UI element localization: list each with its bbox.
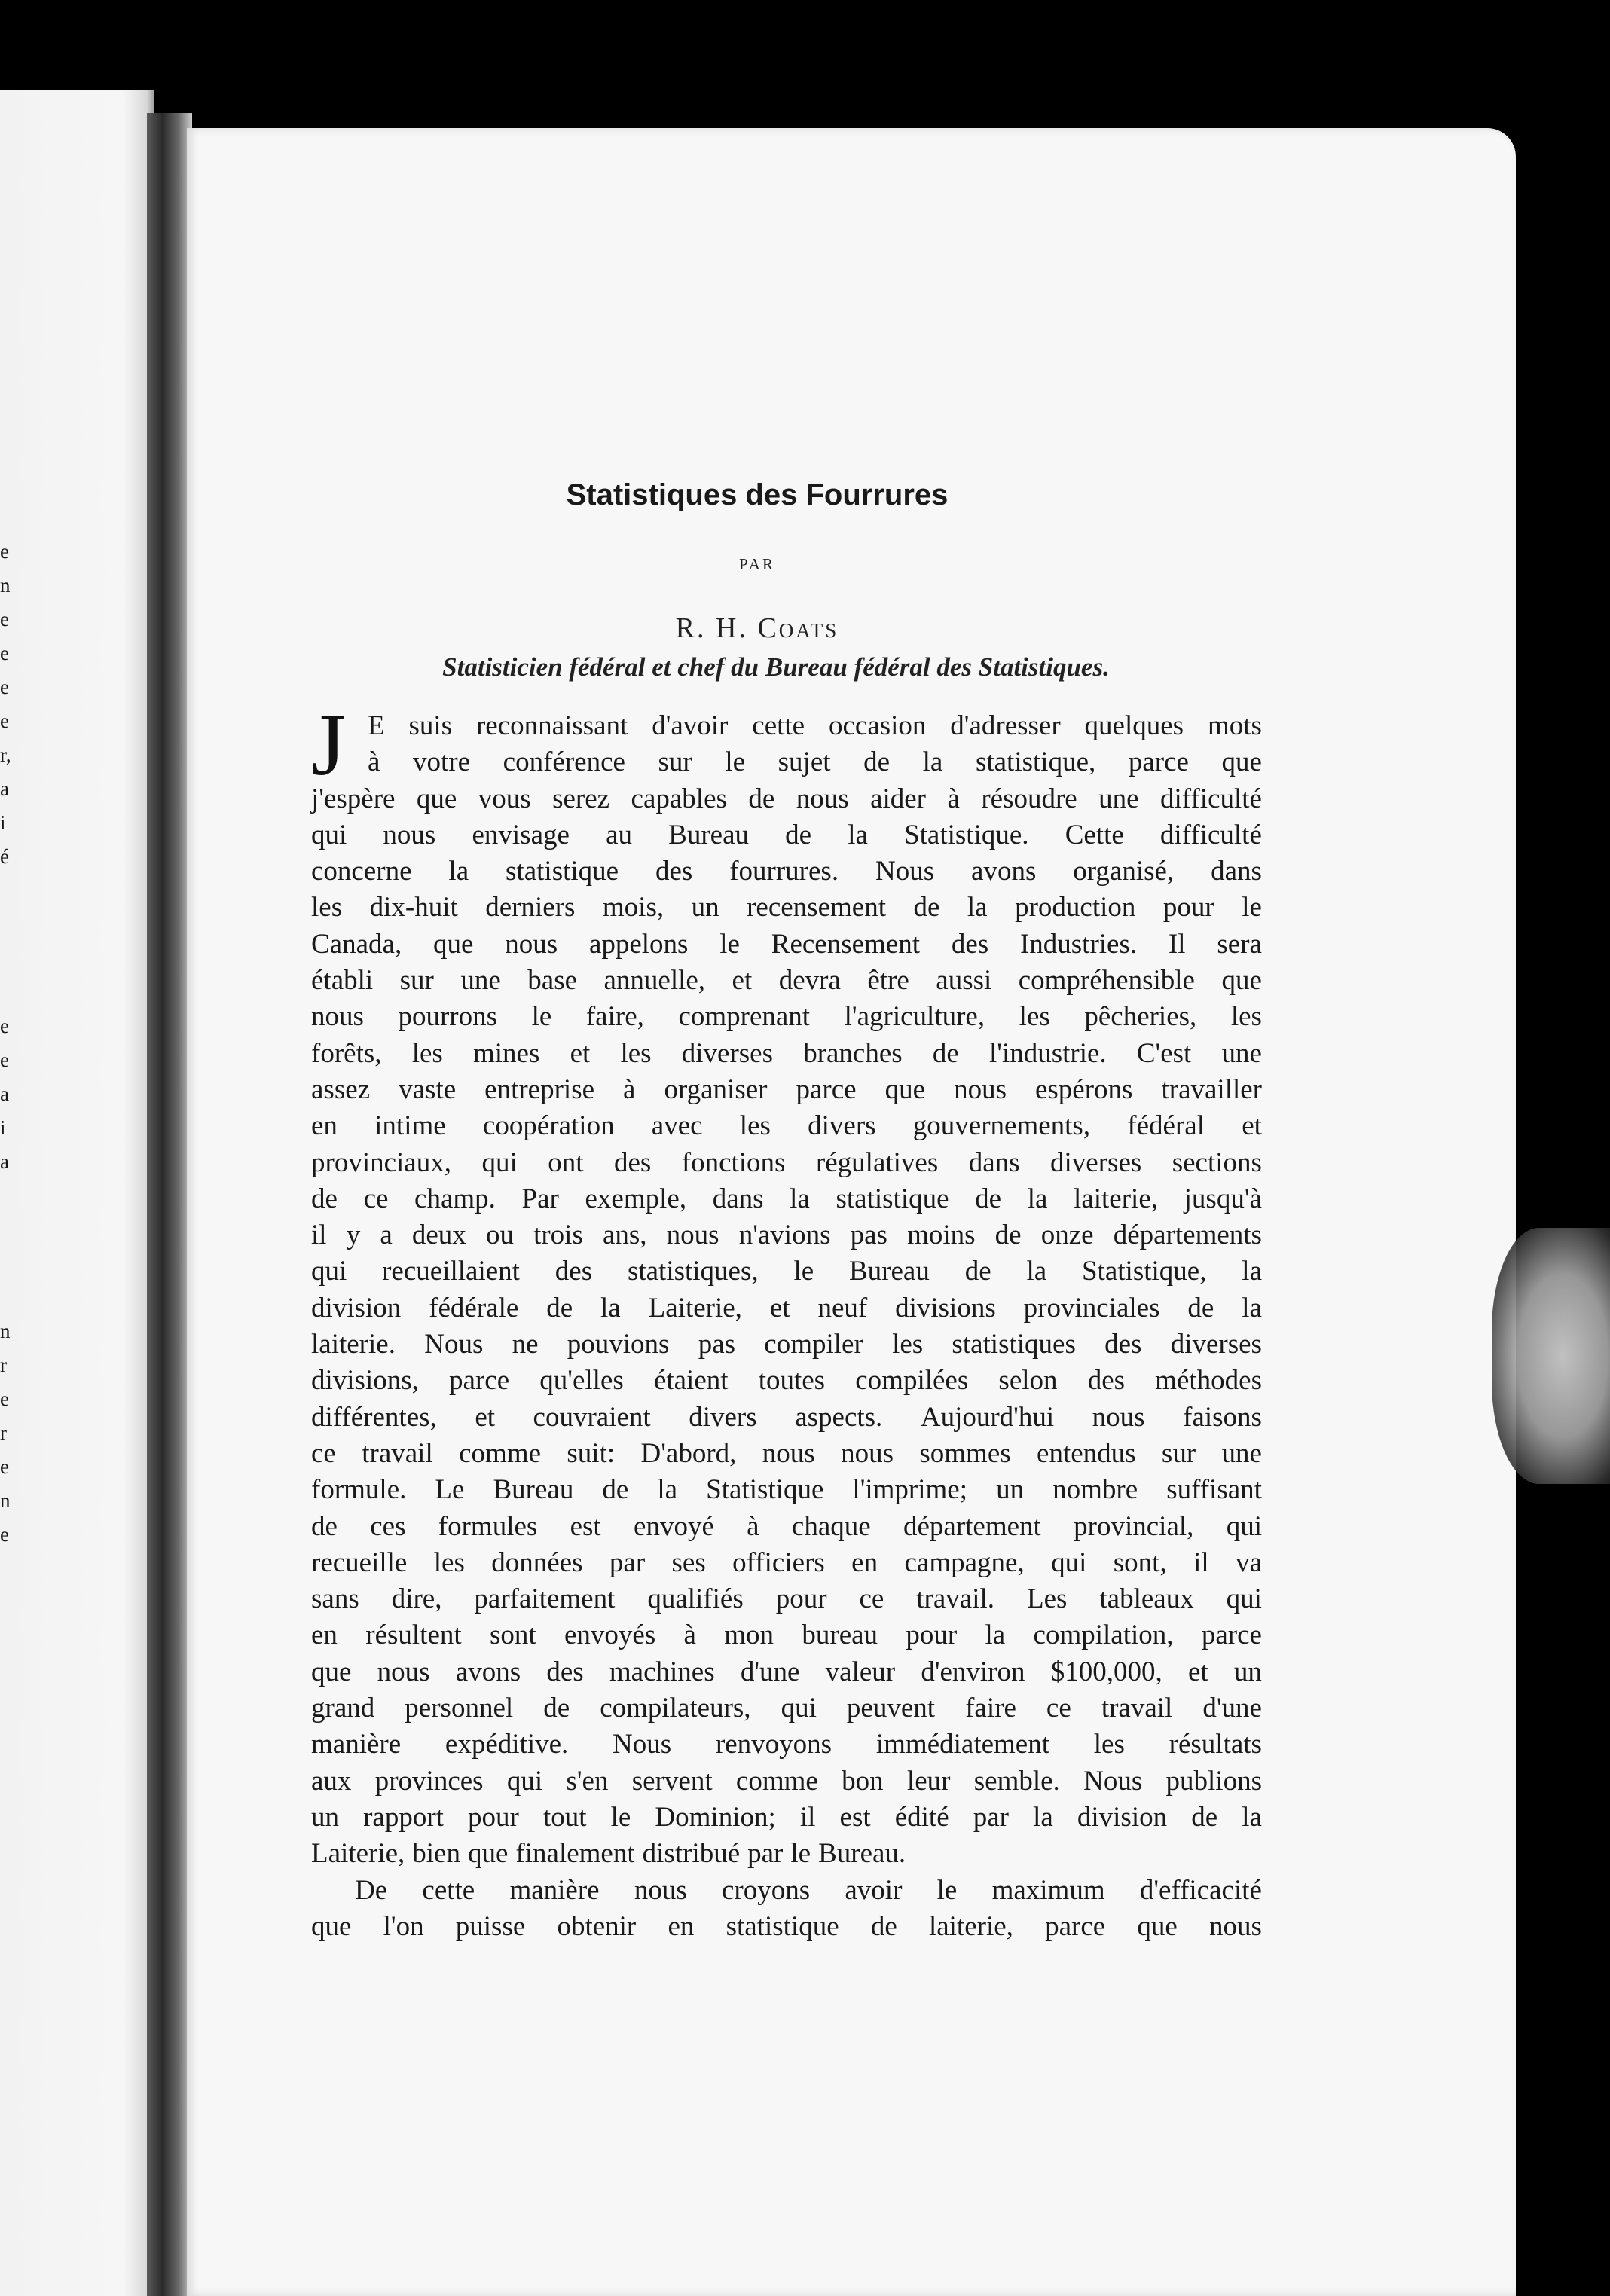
text-line: que l'on puisse obtenir en statistique de laiterie, parce que nous xyxy=(311,1910,1262,1942)
left-page-edge-letter: e xyxy=(0,608,9,630)
text-line: division fédérale de la Laiterie, et neuf divisions provinciales de la xyxy=(311,1292,1262,1324)
book-gutter-shadow xyxy=(147,113,192,2296)
text-line: Canada, que nous appelons le Recensement des Industries. Il sera xyxy=(311,928,1262,960)
left-page-edge-letter: e xyxy=(0,676,9,698)
left-page-edge-letter: i xyxy=(0,1116,6,1139)
text-line: les dix-huit derniers mois, un recensement de la production pour le xyxy=(311,892,1262,924)
text-line: à votre conférence sur le sujet de la statistique, parce que xyxy=(368,747,1262,778)
left-page-edge-letter: e xyxy=(0,1049,9,1071)
left-page-edge-letter: e xyxy=(0,1388,9,1410)
text-line: laiterie. Nous ne pouvions pas compiler les statistiques des diverses xyxy=(311,1329,1262,1360)
text-line: nous pourrons le faire, comprenant l'agriculture, les pêcheries, les xyxy=(311,1001,1262,1033)
page-edge-stain xyxy=(1492,1228,1610,1484)
left-page-edge-letter: é xyxy=(0,845,9,868)
text-line: sans dire, parfaitement qualifiés pour ce travail. Les tableaux qui xyxy=(311,1583,1262,1615)
left-page-edge-letter xyxy=(0,874,15,1009)
text-line: E suis reconnaissant d'avoir cette occasion d'adresser quelques mots xyxy=(368,710,1262,741)
text-line: en intime coopération avec les divers gouvernements, fédéral et xyxy=(311,1110,1262,1142)
text-line: recueille les données par ses officiers en campagne, qui sont, il va xyxy=(311,1546,1262,1578)
left-page-edge-letter: n xyxy=(0,574,11,597)
left-page-edge-letter: e xyxy=(0,1015,9,1037)
author-role: Statisticien fédéral et chef du Bureau fédéral des Statistiques. xyxy=(442,652,1110,682)
text-line: établi sur une base annuelle, et devra être aussi compréhensible que xyxy=(311,965,1262,997)
left-page-edge-letter: a xyxy=(0,1150,9,1173)
text-line: assez vaste entreprise à organiser parce que nous espérons travailler xyxy=(311,1073,1262,1105)
text-line: forêts, les mines et les diverses branches de l'industrie. C'est une xyxy=(311,1037,1262,1069)
text-line: aux provinces qui s'en servent comme bon leur semble. Nous publions xyxy=(311,1765,1262,1797)
left-page-edge-letter: r xyxy=(0,1354,7,1376)
text-line: un rapport pour tout le Dominion; il est édité par la division de la xyxy=(311,1801,1262,1833)
text-line: ce travail comme suit: D'abord, nous nous sommes entendus sur une xyxy=(311,1437,1262,1469)
text-line: concerne la statistique des fourrures. Nous avons organisé, dans xyxy=(311,856,1262,887)
article-title: Statistiques des Fourrures xyxy=(566,478,949,511)
byline-par: PAR xyxy=(739,555,775,573)
text-line: Laiterie, bien que finalement distribué par le Bureau. xyxy=(311,1838,906,1870)
left-page-edge-letter: a xyxy=(0,777,9,800)
left-page-edge-letter xyxy=(0,1179,15,1314)
text-line: De cette manière nous croyons avoir le maximum d'efficacité xyxy=(355,1874,1262,1906)
text-line: divisions, parce qu'elles étaient toutes compilées selon des méthodes xyxy=(311,1365,1262,1397)
text-line: que nous avons des machines d'une valeur d'environ $100,000, et un xyxy=(311,1656,1262,1687)
text-line: qui nous envisage au Bureau de la Statistique. Cette difficulté xyxy=(311,819,1262,850)
left-page-edge-letter: e xyxy=(0,540,9,563)
left-page-edge-letter: e xyxy=(0,642,9,664)
text-line: provinciaux, qui ont des fonctions régulatives dans diverses sections xyxy=(311,1146,1262,1178)
left-page-edge-letter: r xyxy=(0,1421,7,1444)
left-page-edge-letter: a xyxy=(0,1082,9,1105)
drop-cap: J xyxy=(311,695,346,794)
left-page-edge-letter: e xyxy=(0,710,9,732)
text-line: de ces formules est envoyé à chaque département provincial, qui xyxy=(311,1510,1262,1542)
text-line: en résultent sont envoyés à mon bureau pour la compilation, parce xyxy=(311,1620,1262,1651)
text-line: j'espère que vous serez capables de nous aider à résoudre une difficulté xyxy=(311,783,1262,814)
left-page-edge-letter: n xyxy=(0,1320,11,1342)
left-page-edge-letter: e xyxy=(0,1523,9,1546)
text-line: différentes, et couvraient divers aspects. Aujourd'hui nous faisons xyxy=(311,1401,1262,1433)
author-name: R. H. Coats xyxy=(675,612,839,644)
text-line: il y a deux ou trois ans, nous n'avions pas moins de onze départements xyxy=(311,1220,1262,1251)
left-page-edge-letter: e xyxy=(0,1455,9,1478)
left-page-edge-letter: i xyxy=(0,811,6,834)
left-page-edge-letter: r, xyxy=(0,743,11,766)
text-line: grand personnel de compilateurs, qui peuvent faire ce travail d'une xyxy=(311,1693,1262,1724)
text-line: qui recueillaient des statistiques, le Bureau de la Statistique, la xyxy=(311,1256,1262,1287)
article-body xyxy=(311,708,1262,1945)
left-facing-page xyxy=(0,90,154,2296)
text-line: manière expéditive. Nous renvoyons immédiatement les résultats xyxy=(311,1729,1262,1760)
text-line: de ce champ. Par exemple, dans la statistique de la laiterie, jusqu'à xyxy=(311,1183,1262,1214)
left-page-edge-letters xyxy=(0,535,15,1552)
left-page-edge-letter: n xyxy=(0,1489,11,1512)
text-line: formule. Le Bureau de la Statistique l'imprime; un nombre suffisant xyxy=(311,1474,1262,1506)
